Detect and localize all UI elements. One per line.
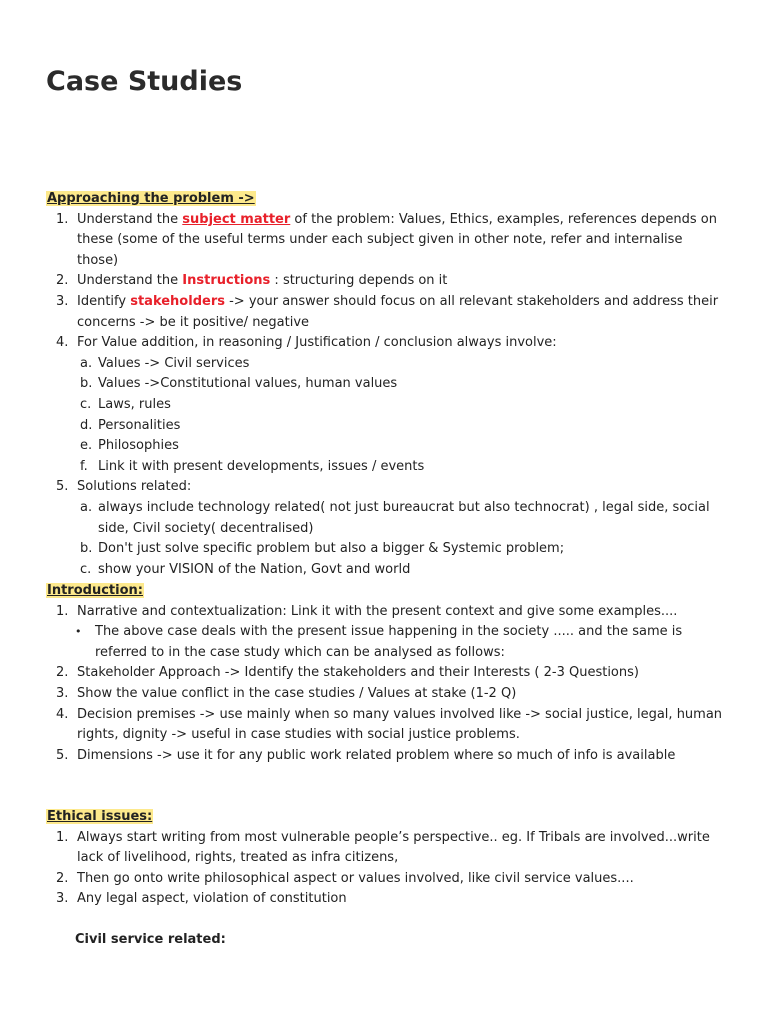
bullet-item: • The above case deals with the present issue happening in the society ..... and the same is referred to in the case study which can be analysed as follows: <box>75 624 683 660</box>
ethical-issues-list <box>46 828 726 910</box>
approach-list <box>46 210 726 581</box>
list-item: 1. Always start writing from most vulnerable people’s perspective.. eg. If Tribals are involved...write lack of livelihood, rights, treated as infra citizens, <box>56 829 710 866</box>
sub-list-item: f. Link it with present developments, issues / events <box>80 458 425 474</box>
list-item: 5. Dimensions -> use it for any public work related problem where so much of info is available <box>56 747 676 763</box>
sub-list-item: c. Laws, rules <box>80 396 171 412</box>
subject-matter-highlight: subject matter <box>182 211 291 227</box>
sub-list-item: b. Values ->Constitutional values, human values <box>80 376 398 392</box>
list-item: 3. Any legal aspect, violation of constitution <box>56 891 347 907</box>
sub-list-item: d. Personalities <box>80 417 181 433</box>
introduction-section <box>46 581 726 766</box>
sub-list-item: c. show your VISION of the Nation, Govt and world <box>80 561 411 577</box>
introduction-heading: Introduction: <box>47 583 143 598</box>
sub-list-item: b. Don't just solve specific problem but also a bigger & Systemic problem; <box>80 541 565 557</box>
introduction-list <box>46 602 726 767</box>
ethical-issues-heading: Ethical issues: <box>47 809 153 824</box>
list-item: 3. Identify stakeholders -> your answer should focus on all relevant stakeholders and address their concerns -> be it positive/ negative <box>56 293 719 330</box>
sub-list-item: e. Philosophies <box>80 438 179 454</box>
list-item: 2. Then go onto write philosophical aspect or values involved, like civil service values.... <box>56 870 634 886</box>
list-item: 1. Narrative and contextualization: Link it with the present context and give some examples.... <box>56 603 678 619</box>
approach-section <box>46 189 726 580</box>
list-item: 2. Stakeholder Approach -> Identify the stakeholders and their Interests ( 2-3 Questions) <box>56 665 639 681</box>
list-item: 4. For Value addition, in reasoning / Justification / conclusion always involve: <box>56 335 557 351</box>
ethical-issues-section <box>46 807 726 910</box>
sub-list-item: a. Values -> Civil services <box>80 355 250 371</box>
stakeholders-highlight: stakeholders <box>130 293 225 309</box>
list-item: 4. Decision premises -> use mainly when so many values involved like -> social justice, legal, human rights, dignity -> useful in case studies with social justice problems. <box>56 706 723 743</box>
instructions-highlight: Instructions <box>182 273 271 289</box>
approach-heading: Approaching the problem -> <box>47 191 255 206</box>
bullet-icon: • <box>75 625 82 639</box>
sub-list-item: a. always include technology related( not just bureaucrat but also technocrat) , legal side, social side, Civil society( decentralised) <box>80 499 710 536</box>
civil-service-subheading: Civil service related: <box>75 932 226 947</box>
list-item: 1. Understand the subject matter of the problem: Values, Ethics, examples, references depends on these (some of the useful terms under each subject given in other note, refer and internalise those) <box>56 211 717 268</box>
list-item: 2. Understand the Instructions : structuring depends on it <box>56 273 448 289</box>
list-item: 5. Solutions related: <box>56 479 192 495</box>
list-item: 3. Show the value conflict in the case studies / Values at stake (1-2 Q) <box>56 685 517 701</box>
page-title: Case Studies <box>46 66 243 97</box>
